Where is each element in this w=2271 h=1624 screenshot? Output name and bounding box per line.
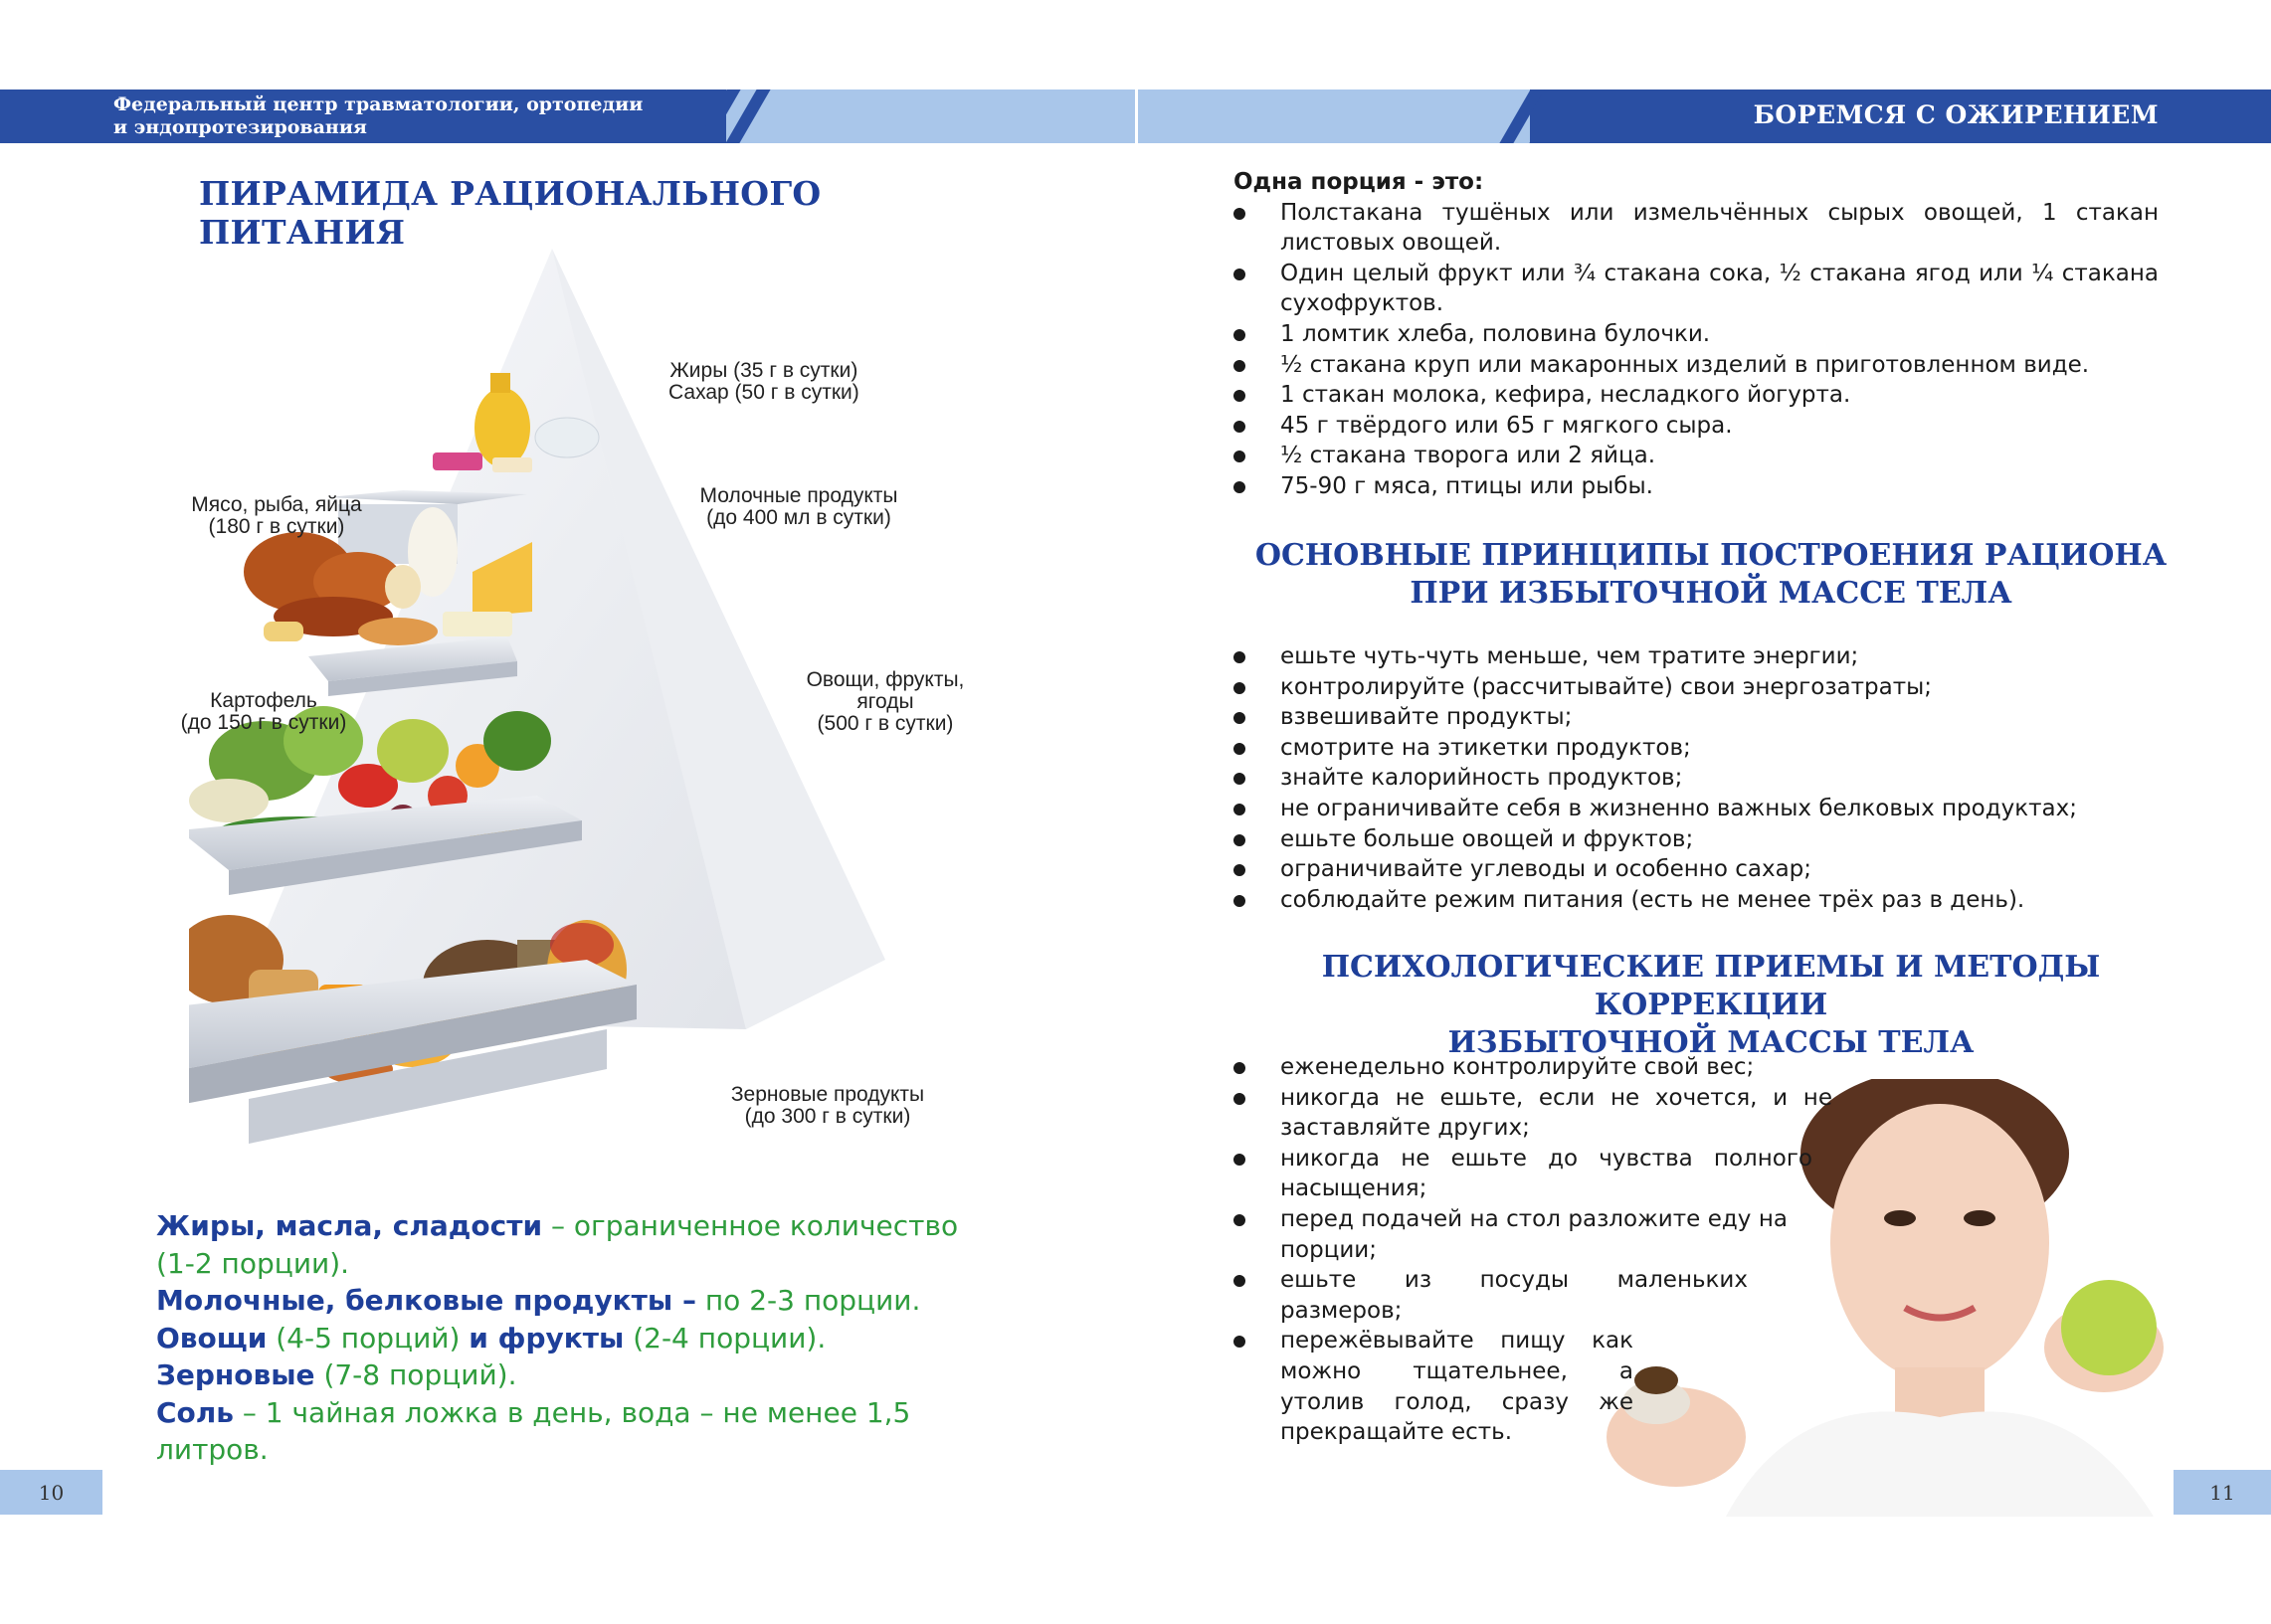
section-title: БОРЕМСЯ С ОЖИРЕНИЕМ	[1753, 100, 2159, 129]
list-item: ½ стакана творога или 2 яйца.	[1233, 441, 2159, 471]
list-item: ешьте из посуды маленьких размеров;	[1233, 1265, 1748, 1326]
label-grains: Зерновые продукты (до 300 г в сутки)	[730, 1083, 925, 1128]
psych-title: ПСИХОЛОГИЧЕСКИЕ ПРИЕМЫ И МЕТОДЫ КОРРЕКЦИИ ИЗБЫТОЧНОЙ МАССЫ ТЕЛА	[1321, 950, 2101, 1060]
spread-divider	[1135, 90, 1138, 143]
list-item: никогда не ешьте, если не хочется, и не заставляйте других;	[1233, 1083, 1832, 1144]
list-item: Один целый фрукт или ¾ стакана сока, ½ стакана ягод или ¼ стакана сухофруктов.	[1233, 259, 2159, 319]
label-potato: Картофель (до 150 г в сутки)	[180, 689, 347, 734]
header-pale-left	[726, 90, 1137, 143]
portion-heading: Одна порция - это:	[1233, 169, 1484, 195]
list-item: 1 стакан молока, кефира, несладкого йогурта.	[1233, 380, 2159, 411]
organization-name: Федеральный центр травматологии, ортопедии и эндопротезирования	[113, 93, 644, 138]
label-fats: Жиры (35 г в сутки) Сахар (50 г в сутки)	[668, 359, 859, 404]
header-pale-right	[1137, 90, 1530, 143]
portion-list	[1233, 167, 2159, 502]
label-meat: Мясо, рыба, яйца (180 г в сутки)	[191, 493, 362, 538]
page-number-left: 10	[0, 1470, 102, 1515]
portion-summary: Жиры, масла, сладости – ограниченное количество (1-2 порции). Молочные, белковые продукты – по 2-3 порции. Овощи (4-5 порций) и фрукты (2-4 порции). Зерновые (7-8 порций). Соль – 1 чайная ложка в день, вода – не менее 1,5 литров.	[156, 1209, 959, 1466]
list-item: знайте калорийность продуктов;	[1233, 763, 2159, 794]
list-item: ограничивайте углеводы и особенно сахар;	[1233, 854, 2159, 885]
list-item: пережёвывайте пищу как можно тщательнее, а утолив голод, сразу же прекращайте есть.	[1233, 1326, 1633, 1447]
list-item: Полстакана тушёных или измельчённых сырых овощей, 1 стакан листовых овощей.	[1233, 198, 2159, 259]
list-item: ешьте больше овощей и фруктов;	[1233, 824, 2159, 855]
page-number-right: 11	[2174, 1470, 2271, 1515]
list-item: ешьте чуть-чуть меньше, чем тратите энергии;	[1233, 641, 2159, 672]
psych-list	[1233, 1052, 1832, 1448]
list-item: взвешивайте продукты;	[1233, 702, 2159, 733]
list-item: соблюдайте режим питания (есть не менее трёх раз в день).	[1233, 885, 2159, 916]
principles-title: ОСНОВНЫЕ ПРИНЦИПЫ ПОСТРОЕНИЯ РАЦИОНА ПРИ ИЗБЫТОЧНОЙ МАССЕ ТЕЛА	[1254, 538, 2168, 611]
label-vegetables: Овощи, фрукты, ягоды (500 г в сутки)	[806, 668, 965, 735]
list-item: не ограничивайте себя в жизненно важных белковых продуктах;	[1233, 794, 2159, 824]
list-item: контролируйте (рассчитывайте) свои энергозатраты;	[1233, 672, 2159, 703]
list-item: 45 г твёрдого или 65 г мягкого сыра.	[1233, 411, 2159, 442]
list-item: никогда не ешьте до чувства полного насыщения;	[1233, 1144, 1812, 1204]
list-item: 75-90 г мяса, птицы или рыбы.	[1233, 471, 2159, 502]
pyramid-title: ПИРАМИДА РАЦИОНАЛЬНОГО ПИТАНИЯ	[199, 174, 822, 252]
list-item: 1 ломтик хлеба, половина булочки.	[1233, 319, 2159, 350]
list-item: смотрите на этикетки продуктов;	[1233, 733, 2159, 764]
list-item: еженедельно контролируйте свой вес;	[1233, 1052, 1791, 1083]
list-item: ½ стакана круп или макаронных изделий в приготовленном виде.	[1233, 350, 2159, 381]
list-item: перед подачей на стол разложите еду на порции;	[1233, 1204, 1788, 1265]
label-dairy: Молочные продукты (до 400 мл в сутки)	[699, 484, 898, 529]
principles-list	[1233, 641, 2159, 915]
